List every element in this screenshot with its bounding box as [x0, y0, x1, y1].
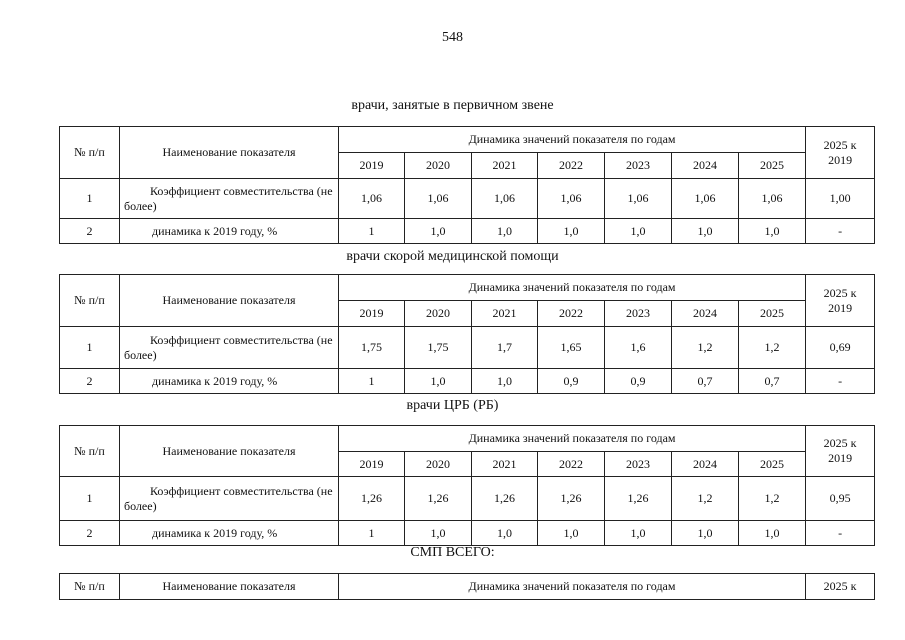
header-year: 2019	[339, 153, 405, 179]
row-value: 1,06	[405, 179, 472, 219]
header-ratio-line2: 2019	[828, 451, 853, 465]
row-value: 1,0	[739, 521, 806, 546]
header-year: 2024	[672, 301, 739, 327]
table-crh	[59, 425, 875, 546]
header-year: 2020	[405, 301, 472, 327]
row-name-text: динамика к 2019 году, %	[152, 223, 278, 238]
row-num: 2	[60, 219, 120, 244]
row-num: 1	[60, 327, 120, 369]
row-value: 1,26	[538, 477, 605, 521]
row-value: 1,0	[405, 521, 472, 546]
header-year: 2024	[672, 452, 739, 477]
header-year: 2025	[739, 301, 806, 327]
row-ratio: 0,69	[806, 327, 875, 369]
row-value: 1,0	[672, 219, 739, 244]
row-value: 1	[339, 369, 405, 394]
row-name	[120, 369, 339, 394]
header-num: № п/п	[60, 127, 120, 179]
header-year: 2024	[672, 153, 739, 179]
row-value: 1,06	[538, 179, 605, 219]
header-num: № п/п	[60, 426, 120, 477]
row-value: 1,06	[672, 179, 739, 219]
table-row	[60, 477, 875, 521]
header-year: 2020	[405, 153, 472, 179]
row-value: 1	[339, 219, 405, 244]
row-value: 1,0	[538, 219, 605, 244]
header-year: 2022	[538, 153, 605, 179]
table-row	[60, 327, 875, 369]
row-value: 1,0	[672, 521, 739, 546]
row-num: 2	[60, 521, 120, 546]
row-value: 0,9	[538, 369, 605, 394]
row-value: 1,26	[605, 477, 672, 521]
header-year: 2022	[538, 452, 605, 477]
row-value: 1,26	[405, 477, 472, 521]
header-num: № п/п	[60, 275, 120, 327]
row-value: 1,26	[339, 477, 405, 521]
section-title-crh: врачи ЦРБ (РБ)	[406, 398, 499, 413]
row-value: 0,7	[672, 369, 739, 394]
row-name-text: Коэффициент совместительства (не более)	[124, 183, 333, 213]
table-row	[60, 369, 875, 394]
row-ratio: -	[806, 219, 875, 244]
row-name	[120, 521, 339, 546]
row-value: 1,75	[405, 327, 472, 369]
header-name: Наименование показателя	[120, 127, 339, 179]
header-ratio	[806, 127, 875, 179]
header-ratio-line1: 2025 к	[823, 436, 857, 450]
row-value: 1,0	[405, 369, 472, 394]
header-year: 2019	[339, 452, 405, 477]
header-ratio: 2025 к	[806, 574, 875, 600]
header-year: 2021	[472, 153, 538, 179]
header-name: Наименование показателя	[120, 426, 339, 477]
header-year: 2025	[739, 452, 806, 477]
header-ratio-line2: 2019	[828, 152, 853, 167]
row-num: 1	[60, 179, 120, 219]
header-year: 2022	[538, 301, 605, 327]
row-value: 1,0	[605, 521, 672, 546]
row-value: 1,2	[672, 477, 739, 521]
row-num: 2	[60, 369, 120, 394]
row-ratio: 1,00	[806, 179, 875, 219]
row-value: 0,9	[605, 369, 672, 394]
header-name: Наименование показателя	[120, 275, 339, 327]
row-name-text: Коэффициент совместительства (не более)	[124, 332, 333, 362]
row-ratio: 0,95	[806, 477, 875, 521]
row-value: 1,06	[605, 179, 672, 219]
row-value: 0,7	[739, 369, 806, 394]
row-value: 1,65	[538, 327, 605, 369]
table-primary-care	[59, 126, 875, 244]
row-value: 1,06	[339, 179, 405, 219]
header-year: 2023	[605, 153, 672, 179]
row-name-text: Коэффициент совместительства (не более)	[124, 483, 333, 513]
header-ratio	[806, 426, 875, 477]
row-value: 1,2	[739, 327, 806, 369]
header-year: 2023	[605, 301, 672, 327]
header-name: Наименование показателя	[120, 574, 339, 600]
row-value: 1,6	[605, 327, 672, 369]
header-year: 2023	[605, 452, 672, 477]
page-number: 548	[442, 30, 463, 45]
header-year: 2025	[739, 153, 806, 179]
header-year: 2019	[339, 301, 405, 327]
section-title-ambulance: врачи скорой медицинской помощи	[346, 249, 559, 264]
row-name	[120, 477, 339, 521]
row-value: 1,2	[739, 477, 806, 521]
header-ratio	[806, 275, 875, 327]
row-value: 1,06	[739, 179, 806, 219]
header-dynamics: Динамика значений показателя по годам	[339, 127, 806, 153]
row-ratio: -	[806, 369, 875, 394]
row-name	[120, 219, 339, 244]
row-value: 1,0	[405, 219, 472, 244]
header-year: 2020	[405, 452, 472, 477]
row-num: 1	[60, 477, 120, 521]
section-title-smp-total: СМП ВСЕГО:	[410, 545, 495, 560]
row-value: 1,0	[472, 521, 538, 546]
row-ratio: -	[806, 521, 875, 546]
row-name-text: динамика к 2019 году, %	[152, 373, 278, 388]
row-value: 1,0	[739, 219, 806, 244]
header-year: 2021	[472, 452, 538, 477]
row-value: 1,0	[605, 219, 672, 244]
row-value: 1,2	[672, 327, 739, 369]
header-dynamics: Динамика значений показателя по годам	[339, 574, 806, 600]
table-row	[60, 179, 875, 219]
row-value: 1,0	[472, 219, 538, 244]
row-value: 1,7	[472, 327, 538, 369]
row-value: 1,0	[472, 369, 538, 394]
table-row	[60, 219, 875, 244]
header-ratio-line1: 2025 к	[823, 137, 857, 152]
table-smp-total	[59, 573, 875, 600]
row-name	[120, 179, 339, 219]
row-name-text: динамика к 2019 году, %	[152, 525, 278, 540]
header-ratio-line2: 2019	[828, 300, 853, 315]
row-value: 1,26	[472, 477, 538, 521]
section-title-primary-care: врачи, занятые в первичном звене	[351, 98, 554, 113]
row-value: 1,06	[472, 179, 538, 219]
header-ratio-line1: 2025 к	[823, 285, 857, 300]
row-value: 1,75	[339, 327, 405, 369]
table-ambulance	[59, 274, 875, 394]
header-dynamics: Динамика значений показателя по годам	[339, 426, 806, 452]
header-year: 2021	[472, 301, 538, 327]
header-dynamics: Динамика значений показателя по годам	[339, 275, 806, 301]
table-row	[60, 521, 875, 546]
row-value: 1,0	[538, 521, 605, 546]
row-name	[120, 327, 339, 369]
row-value: 1	[339, 521, 405, 546]
header-num: № п/п	[60, 574, 120, 600]
